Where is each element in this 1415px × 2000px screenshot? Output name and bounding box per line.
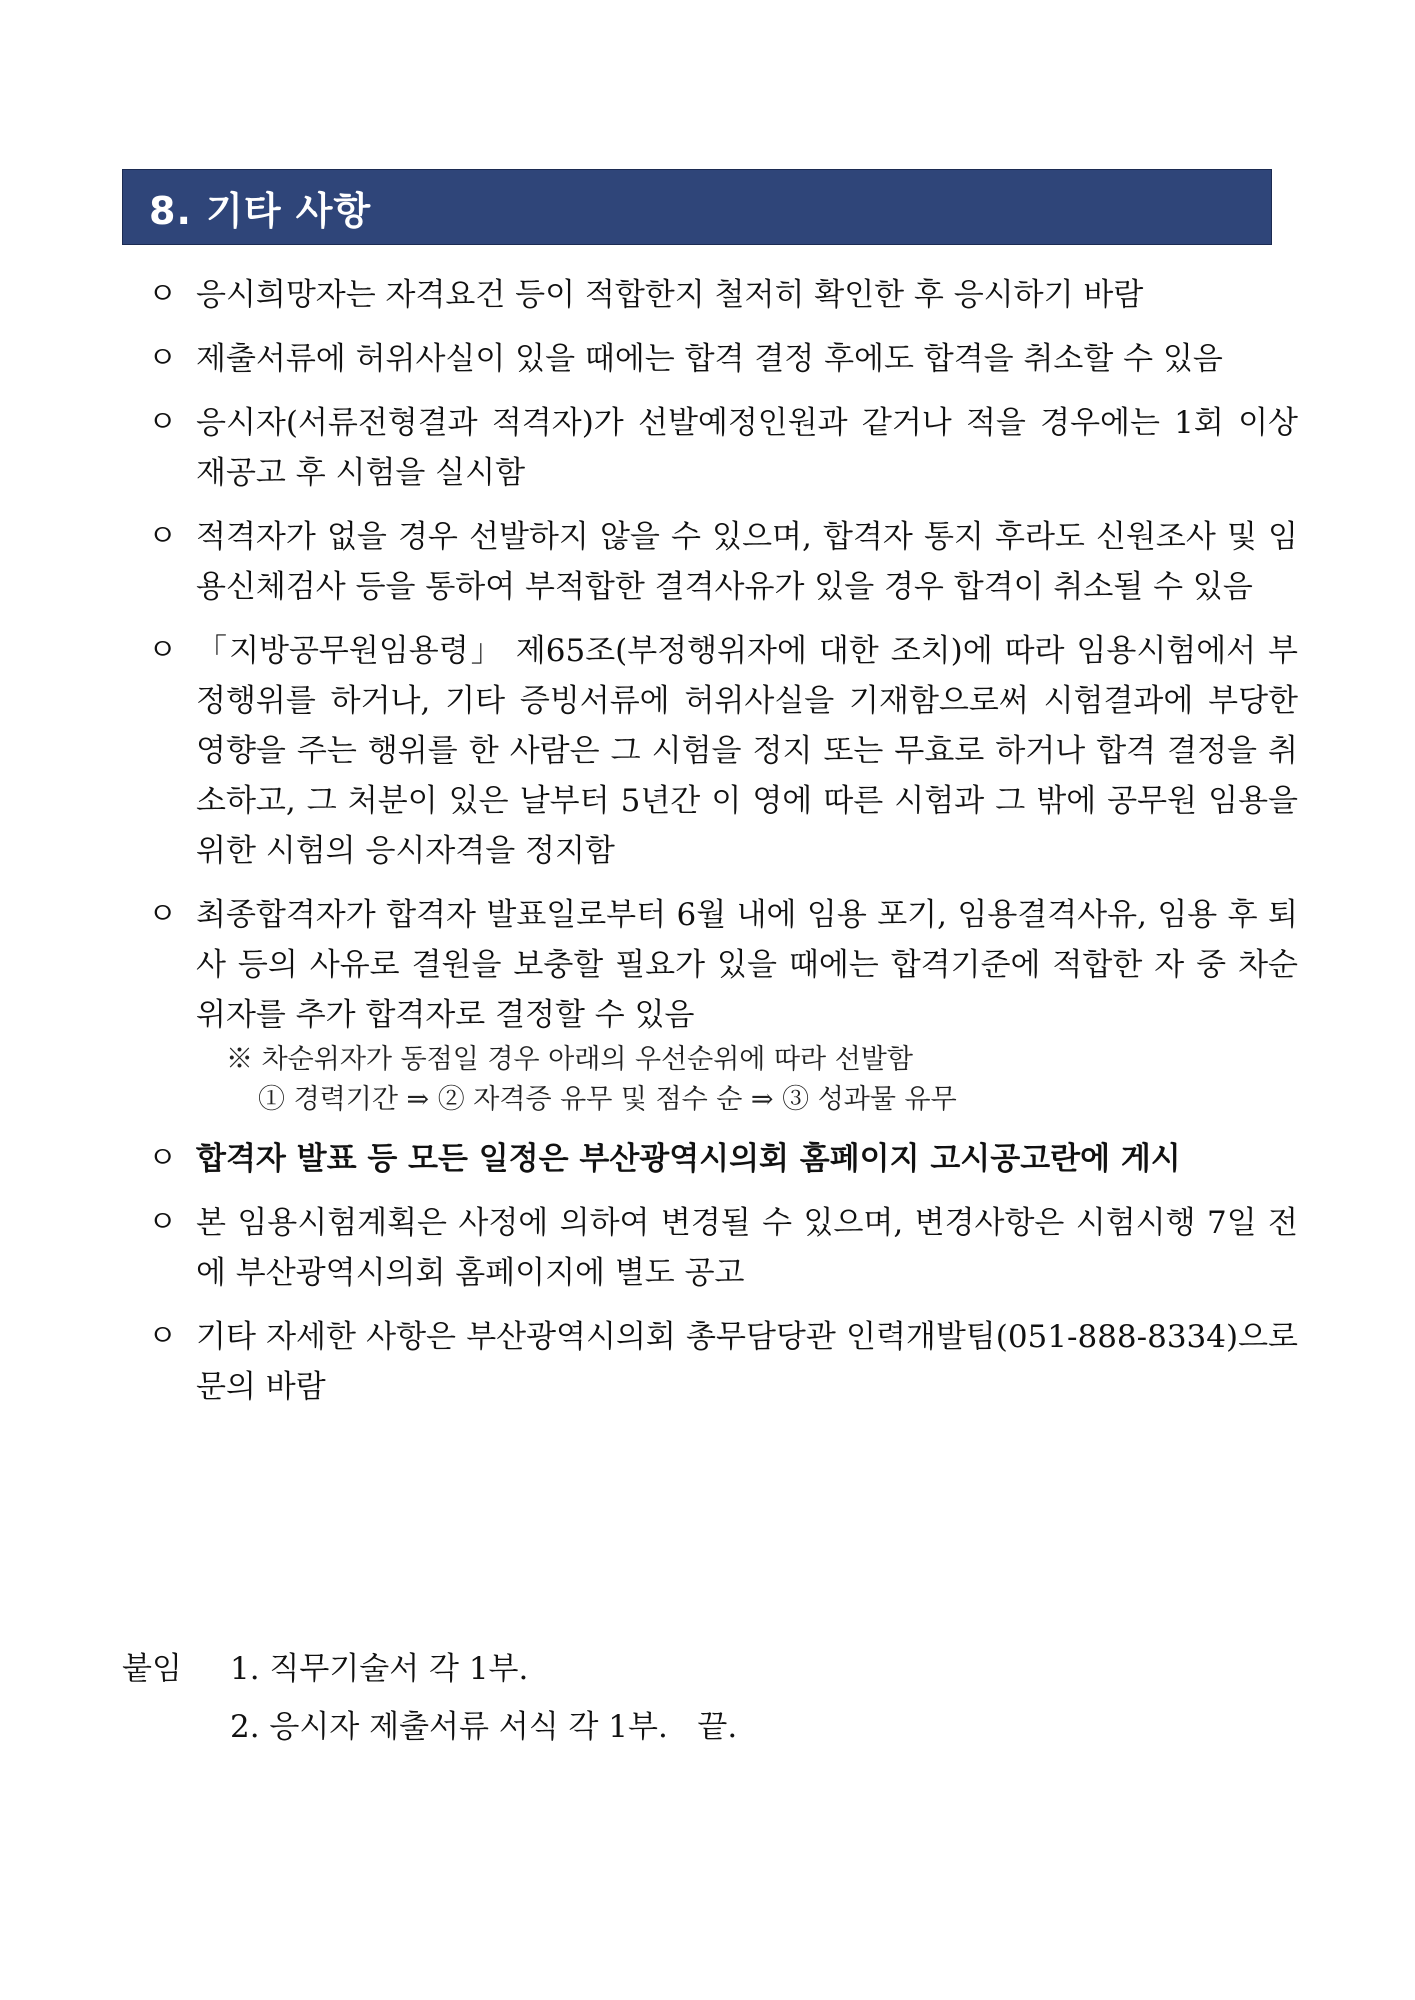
bullet-icon: ㅇ: [148, 1205, 177, 1240]
list-item: [148, 890, 1298, 1120]
item-text: 응시자(서류전형결과 적격자)가 선발예정인원과 같거나 적을 경우에는 1회 이상 재공고 후 시험을 실시함: [196, 405, 1298, 491]
bullet-icon: ㅇ: [148, 633, 177, 668]
item-list: [148, 270, 1298, 1426]
list-item: [148, 512, 1298, 612]
item-text: 적격자가 없을 경우 선발하지 않을 수 있으며, 합격자 통지 후라도 신원조사 및 임용신체검사 등을 통하여 부적합한 결격사유가 있을 경우 합격이 취소될 수 있음: [196, 519, 1298, 605]
bullet-icon: ㅇ: [148, 897, 177, 932]
item-text: 「지방공무원임용령」 제65조(부정행위자에 대한 조치)에 따라 임용시험에서 부정행위를 하거나, 기타 증빙서류에 허위사실을 기재함으로써 시험결과에 부당한 영향을 주는 행위를 한 사람은 그 시험을 정지 또는 무효로 하거나 합격 결정을 취소하고, 그 처분이 있은 날부터 5년간 이 영에 따른 시험과 그 밖에 공무원 임용을 위한 시험의 응시자격을 정지함: [196, 633, 1298, 869]
list-item: [148, 1134, 1298, 1184]
bullet-icon: ㅇ: [148, 1319, 177, 1354]
list-item: [148, 626, 1298, 876]
attachment-row: [122, 1698, 1272, 1756]
section-header: [122, 169, 1272, 245]
item-text: 제출서류에 허위사실이 있을 때에는 합격 결정 후에도 합격을 취소할 수 있음: [196, 341, 1223, 377]
bullet-icon: ㅇ: [148, 405, 177, 440]
list-item: [148, 334, 1298, 384]
attachment-item: 2. 응시자 제출서류 서식 각 1부. 끝.: [230, 1709, 738, 1745]
item-text: 응시희망자는 자격요건 등이 적합한지 철저히 확인한 후 응시하기 바람: [196, 277, 1144, 313]
bullet-icon: ㅇ: [148, 519, 177, 554]
attachment-item: 1. 직무기술서 각 1부.: [230, 1651, 529, 1687]
attachment-label: 붙임: [122, 1651, 182, 1687]
bullet-icon: ㅇ: [148, 341, 177, 376]
list-item: [148, 270, 1298, 320]
section-title: 8. 기타 사항: [149, 188, 372, 233]
attachment-row: [122, 1640, 1272, 1698]
item-text: 기타 자세한 사항은 부산광역시의회 총무담당관 인력개발팀(051-888-8334)으로 문의 바람: [196, 1319, 1298, 1405]
bullet-icon: ㅇ: [148, 1141, 177, 1176]
item-text: 최종합격자가 합격자 발표일로부터 6월 내에 임용 포기, 임용결격사유, 임용 후 퇴사 등의 사유로 결원을 보충할 필요가 있을 때에는 합격기준에 적합한 자 중 차순위자를 추가 합격자로 결정할 수 있음: [196, 897, 1298, 1033]
list-item: [148, 398, 1298, 498]
list-item: [148, 1312, 1298, 1412]
tie-break-note: ※ 차순위자가 동점일 경우 아래의 우선순위에 따라 선발함: [226, 1044, 913, 1075]
item-text: 본 임용시험계획은 사정에 의하여 변경될 수 있으며, 변경사항은 시험시행 7일 전에 부산광역시의회 홈페이지에 별도 공고: [196, 1205, 1298, 1291]
attachments: [122, 1640, 1272, 1756]
bullet-icon: ㅇ: [148, 277, 177, 312]
item-text: 합격자 발표 등 모든 일정은 부산광역시의회 홈페이지 고시공고란에 게시: [196, 1141, 1181, 1177]
list-item: [148, 1198, 1298, 1298]
priority-order: ① 경력기간 ⇒ ② 자격증 유무 및 점수 순 ⇒ ③ 성과물 유무: [258, 1084, 957, 1115]
